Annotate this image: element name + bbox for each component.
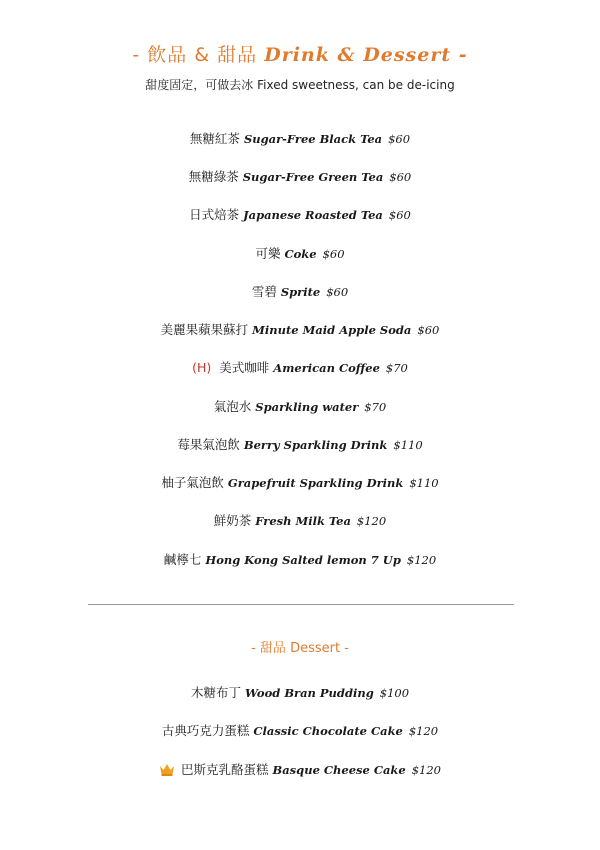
item-name-cn: 無糖綠茶 bbox=[188, 169, 239, 184]
item-price: $60 bbox=[388, 208, 411, 222]
dessert-item bbox=[0, 722, 600, 740]
item-price: $70 bbox=[364, 400, 387, 414]
drink-item bbox=[0, 551, 600, 569]
drink-item bbox=[0, 206, 600, 224]
item-name-cn: 莓果氣泡飲 bbox=[177, 437, 240, 452]
item-name-en: Sugar-Free Green Tea bbox=[242, 170, 384, 184]
item-name-en: American Coffee bbox=[273, 361, 380, 375]
drink-item bbox=[0, 359, 600, 377]
item-name-en: Basque Cheese Cake bbox=[272, 763, 406, 777]
drink-item bbox=[0, 321, 600, 339]
dessert-item bbox=[0, 684, 600, 702]
item-name-cn: 美麗果蘋果蘇打 bbox=[160, 322, 249, 337]
drink-item bbox=[0, 283, 600, 301]
menu-title bbox=[0, 40, 600, 67]
item-name-en: Fresh Milk Tea bbox=[255, 514, 351, 528]
item-price: $70 bbox=[385, 361, 408, 375]
drink-item bbox=[0, 168, 600, 186]
drink-item bbox=[0, 398, 600, 416]
item-name-en: Grapefruit Sparkling Drink bbox=[227, 476, 404, 490]
item-name-cn: 日式焙茶 bbox=[189, 207, 240, 222]
item-price: $60 bbox=[389, 170, 412, 184]
dessert-item bbox=[0, 761, 600, 781]
item-name-cn: 巴斯克乳酪蛋糕 bbox=[181, 762, 269, 777]
drink-item bbox=[0, 474, 600, 492]
menu-title-cn: - 飲品 & 甜品 bbox=[132, 44, 258, 66]
item-price: $60 bbox=[326, 285, 349, 299]
menu-subtitle: 甜度固定，可做去冰 Fixed sweetness, can be de-icing bbox=[145, 78, 455, 92]
item-name-cn: 鮮奶茶 bbox=[213, 513, 252, 528]
item-price: $110 bbox=[409, 476, 439, 490]
item-name-en: Sparkling water bbox=[255, 400, 359, 414]
item-price: $120 bbox=[406, 553, 437, 567]
item-name-en: Minute Maid Apple Soda bbox=[252, 323, 412, 337]
item-price: $120 bbox=[411, 763, 441, 777]
crown-icon bbox=[159, 763, 175, 781]
item-price: $60 bbox=[417, 323, 440, 337]
drink-item bbox=[0, 130, 600, 148]
item-name-en: Sugar-Free Black Tea bbox=[243, 132, 383, 146]
item-name-en: Hong Kong Salted lemon 7 Up bbox=[205, 553, 401, 567]
item-name-cn: 鹹檸七 bbox=[163, 552, 202, 567]
item-name-cn: 可樂 bbox=[255, 246, 281, 261]
item-price: $120 bbox=[356, 514, 387, 528]
item-price: $100 bbox=[379, 686, 410, 700]
menu-title-en: Drink & Dessert - bbox=[264, 44, 468, 66]
item-price: $60 bbox=[388, 132, 411, 146]
item-price: $120 bbox=[408, 724, 439, 738]
item-name-en: Berry Sparkling Drink bbox=[243, 438, 388, 452]
item-name-en: Wood Bran Pudding bbox=[244, 686, 374, 700]
item-name-cn: 美式咖啡 bbox=[219, 360, 270, 375]
item-price: $60 bbox=[322, 247, 345, 261]
item-name-cn: 柚子氣泡飲 bbox=[161, 475, 224, 490]
dessert-section-title: - 甜品 Dessert - bbox=[251, 641, 349, 656]
item-name-en: Japanese Roasted Tea bbox=[243, 208, 383, 222]
hot-tag: (H) bbox=[192, 360, 212, 375]
drink-item bbox=[0, 512, 600, 530]
item-name-cn: 無糖紅茶 bbox=[189, 131, 240, 146]
drink-item bbox=[0, 436, 600, 454]
item-name-en: Coke bbox=[284, 247, 317, 261]
item-name-en: Classic Chocolate Cake bbox=[253, 724, 403, 738]
drink-item bbox=[0, 245, 600, 263]
item-name-cn: 木糖布丁 bbox=[190, 685, 241, 700]
section-divider bbox=[88, 604, 514, 605]
item-name-cn: 氣泡水 bbox=[213, 399, 252, 414]
item-price: $110 bbox=[393, 438, 423, 452]
item-name-en: Sprite bbox=[280, 285, 321, 299]
item-name-cn: 古典巧克力蛋糕 bbox=[161, 723, 250, 738]
item-name-cn: 雪碧 bbox=[251, 284, 277, 299]
